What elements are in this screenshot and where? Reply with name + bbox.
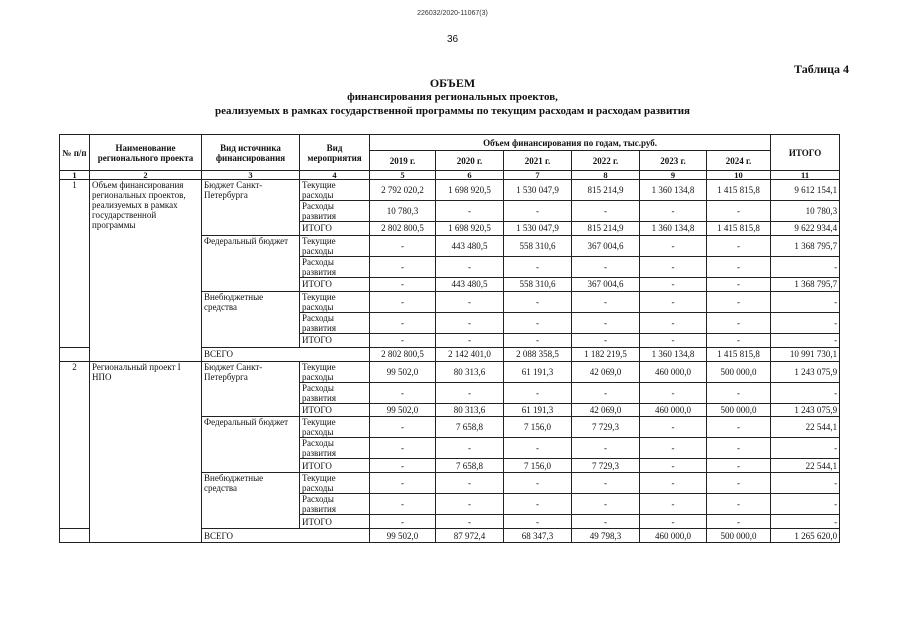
funding-source: Бюджет Санкт-Петербурга [202,361,300,417]
year-value: 1 360 134,8 [640,180,707,201]
row-total-value: 1 368 795,7 [771,277,840,291]
year-value: 80 313,6 [436,361,504,382]
row-total-value: - [771,515,840,529]
col-header-year: 2024 г. [707,151,771,171]
column-number: 9 [640,171,707,180]
grand-total-value: 460 000,0 [640,529,707,543]
year-value: - [436,201,504,222]
grand-total-value: 1 360 134,8 [640,347,707,361]
row-number-empty [60,529,90,543]
year-value: - [572,256,640,277]
year-value: - [640,417,707,438]
year-value: - [640,256,707,277]
year-value: - [707,459,771,473]
year-value: 2 802 800,5 [370,222,436,236]
year-value: - [436,333,504,347]
year-value: - [436,515,504,529]
year-value: - [370,473,436,494]
year-value: - [707,256,771,277]
year-value: 42 069,0 [572,361,640,382]
activity-type: Расходы развития [300,494,370,515]
year-value: 7 658,8 [436,417,504,438]
row-total-value: 22 544,1 [771,459,840,473]
year-value: - [370,459,436,473]
year-value: - [504,438,572,459]
year-value: 558 310,6 [504,277,572,291]
column-number: 6 [436,171,504,180]
table-row [60,361,840,382]
year-value: - [572,291,640,312]
year-value: - [707,312,771,333]
page-number: 36 [446,34,459,45]
year-value: - [572,201,640,222]
year-value: 460 000,0 [640,361,707,382]
year-value: - [370,291,436,312]
column-number: 3 [202,171,300,180]
column-number: 10 [707,171,771,180]
year-value: - [370,277,436,291]
grand-total-value: 2 802 800,5 [370,347,436,361]
year-value: - [572,312,640,333]
year-value: 367 004,6 [572,235,640,256]
activity-type: ИТОГО [300,277,370,291]
funding-source: Федеральный бюджет [202,417,300,473]
col-header-years-group: Объем финансирования по годам, тыс.руб. [370,135,771,151]
activity-type: Расходы развития [300,438,370,459]
year-value: - [504,312,572,333]
year-value: - [504,256,572,277]
year-value: - [707,333,771,347]
funding-source: Федеральный бюджет [202,235,300,291]
grand-total-value: 68 347,3 [504,529,572,543]
grand-total-value: 87 972,4 [436,529,504,543]
title-line-2: финансирования региональных проектов, [347,91,558,103]
col-header-activity: Вид мероприятия [300,135,370,171]
year-value: 10 780,3 [370,201,436,222]
year-value: - [707,515,771,529]
activity-type: Текущие расходы [300,180,370,201]
grand-total-value: 2 142 401,0 [436,347,504,361]
grand-total-value: 500 000,0 [707,529,771,543]
year-value: - [504,382,572,403]
row-total-value: 1 243 075,9 [771,403,840,417]
year-value: 1 530 047,9 [504,222,572,236]
row-total-value: - [771,473,840,494]
funding-source: Внебюджетные средства [202,473,300,529]
year-value: - [707,291,771,312]
year-value: - [504,201,572,222]
year-value: - [707,417,771,438]
year-value: - [640,438,707,459]
row-total-value: 1 368 795,7 [771,235,840,256]
year-value: - [436,256,504,277]
row-number: 2 [60,361,90,529]
activity-type: Текущие расходы [300,235,370,256]
table-row [60,180,840,201]
year-value: 460 000,0 [640,403,707,417]
year-value: - [370,417,436,438]
year-value: - [370,494,436,515]
funding-source: Бюджет Санкт-Петербурга [202,180,300,236]
year-value: 558 310,6 [504,235,572,256]
activity-type: Расходы развития [300,382,370,403]
grand-total-value: 1 415 815,8 [707,347,771,361]
col-header-year: 2020 г. [436,151,504,171]
year-value: - [707,235,771,256]
year-value: 1 415 815,8 [707,180,771,201]
year-value: - [504,473,572,494]
col-header-num: № п/п [60,135,90,171]
year-value: 815 214,9 [572,222,640,236]
year-value: - [707,473,771,494]
project-name: Объем финансирования региональных проектов, реализуемых в рамках государственной программы [90,180,202,362]
year-value: 1 530 047,9 [504,180,572,201]
year-value: - [436,438,504,459]
year-value: 1 415 815,8 [707,222,771,236]
row-total-value: 1 243 075,9 [771,361,840,382]
col-header-year: 2019 г. [370,151,436,171]
year-value: - [640,277,707,291]
year-value: 1 360 134,8 [640,222,707,236]
year-value: - [436,382,504,403]
project-name: Региональный проект I НПО [90,361,202,543]
row-number: 1 [60,180,90,348]
activity-type: ИТОГО [300,403,370,417]
activity-type: Расходы развития [300,256,370,277]
column-number: 4 [300,171,370,180]
year-value: - [640,235,707,256]
year-value: - [370,256,436,277]
year-value: - [707,438,771,459]
activity-type: ИТОГО [300,333,370,347]
grand-total-value: 99 502,0 [370,529,436,543]
column-number: 2 [90,171,202,180]
activity-type: Текущие расходы [300,473,370,494]
year-value: - [504,291,572,312]
year-value: - [640,459,707,473]
year-value: 80 313,6 [436,403,504,417]
activity-type: ИТОГО [300,515,370,529]
year-value: 7 658,8 [436,459,504,473]
row-total-value: 9 612 154,1 [771,180,840,201]
year-value: 1 698 920,5 [436,180,504,201]
column-number: 8 [572,171,640,180]
year-value: 99 502,0 [370,361,436,382]
year-value: - [572,473,640,494]
grand-total-value: 2 088 358,5 [504,347,572,361]
year-value: 500 000,0 [707,361,771,382]
year-value: - [640,333,707,347]
activity-type: Расходы развития [300,312,370,333]
activity-type: Расходы развития [300,201,370,222]
row-total-value: 22 544,1 [771,417,840,438]
grand-total-sum: 1 265 620,0 [771,529,840,543]
activity-type: Текущие расходы [300,361,370,382]
table-label: Таблица 4 [794,62,849,76]
financing-table [59,134,840,543]
title-line-3: реализуемых в рамках государственной программы по текущим расходам и расходам развития [215,105,690,117]
year-value: 7 156,0 [504,417,572,438]
year-value: - [370,438,436,459]
year-value: 500 000,0 [707,403,771,417]
year-value: - [370,312,436,333]
year-value: 2 792 020,2 [370,180,436,201]
row-total-value: - [771,312,840,333]
year-value: - [640,291,707,312]
col-header-total: ИТОГО [771,135,840,171]
year-value: - [640,515,707,529]
column-number: 11 [771,171,840,180]
year-value: - [640,201,707,222]
grand-total-label: ВСЕГО [202,347,370,361]
year-value: - [504,494,572,515]
year-value: - [436,291,504,312]
row-total-value: - [771,438,840,459]
document-title [0,76,905,118]
row-total-value: - [771,382,840,403]
grand-total-label: ВСЕГО [202,529,370,543]
activity-type: ИТОГО [300,459,370,473]
year-value: - [707,382,771,403]
funding-source: Внебюджетные средства [202,291,300,347]
activity-type: ИТОГО [300,222,370,236]
column-number: 5 [370,171,436,180]
year-value: - [707,277,771,291]
year-value: - [572,515,640,529]
year-value: 443 480,5 [436,277,504,291]
year-value: - [436,494,504,515]
grand-total-value: 49 798,3 [572,529,640,543]
col-header-year: 2023 г. [640,151,707,171]
year-value: 1 698 920,5 [436,222,504,236]
year-value: - [640,312,707,333]
row-total-value: - [771,256,840,277]
year-value: 61 191,3 [504,361,572,382]
year-value: - [572,382,640,403]
row-total-value: - [771,494,840,515]
row-total-value: 9 622 934,4 [771,222,840,236]
year-value: - [370,235,436,256]
col-header-project: Наименование регионального проекта [90,135,202,171]
year-value: - [640,473,707,494]
column-number: 1 [60,171,90,180]
column-number: 7 [504,171,572,180]
year-value: - [370,333,436,347]
activity-type: Текущие расходы [300,291,370,312]
year-value: - [640,382,707,403]
year-value: 367 004,6 [572,277,640,291]
year-value: - [572,333,640,347]
year-value: 7 729,3 [572,459,640,473]
year-value: - [370,382,436,403]
year-value: 815 214,9 [572,180,640,201]
title-line-1: ОБЪЕМ [429,76,476,90]
grand-total-sum: 10 991 730,1 [771,347,840,361]
grand-total-value: 1 182 219,5 [572,347,640,361]
year-value: - [436,473,504,494]
col-header-year: 2021 г. [504,151,572,171]
row-total-value: - [771,333,840,347]
year-value: 61 191,3 [504,403,572,417]
year-value: 443 480,5 [436,235,504,256]
year-value: - [504,515,572,529]
col-header-year: 2022 г. [572,151,640,171]
year-value: - [707,201,771,222]
document-registration-number: 226032/2020-11067(3) [417,10,488,17]
row-number-empty [60,347,90,361]
year-value: - [640,494,707,515]
year-value: - [707,494,771,515]
year-value: - [436,312,504,333]
year-value: 7 729,3 [572,417,640,438]
row-total-value: - [771,291,840,312]
year-value: 7 156,0 [504,459,572,473]
year-value: - [504,333,572,347]
year-value: 99 502,0 [370,403,436,417]
year-value: 42 069,0 [572,403,640,417]
year-value: - [370,515,436,529]
row-total-value: 10 780,3 [771,201,840,222]
year-value: - [572,438,640,459]
year-value: - [572,494,640,515]
col-header-source: Вид источника финансирования [202,135,300,171]
activity-type: Текущие расходы [300,417,370,438]
